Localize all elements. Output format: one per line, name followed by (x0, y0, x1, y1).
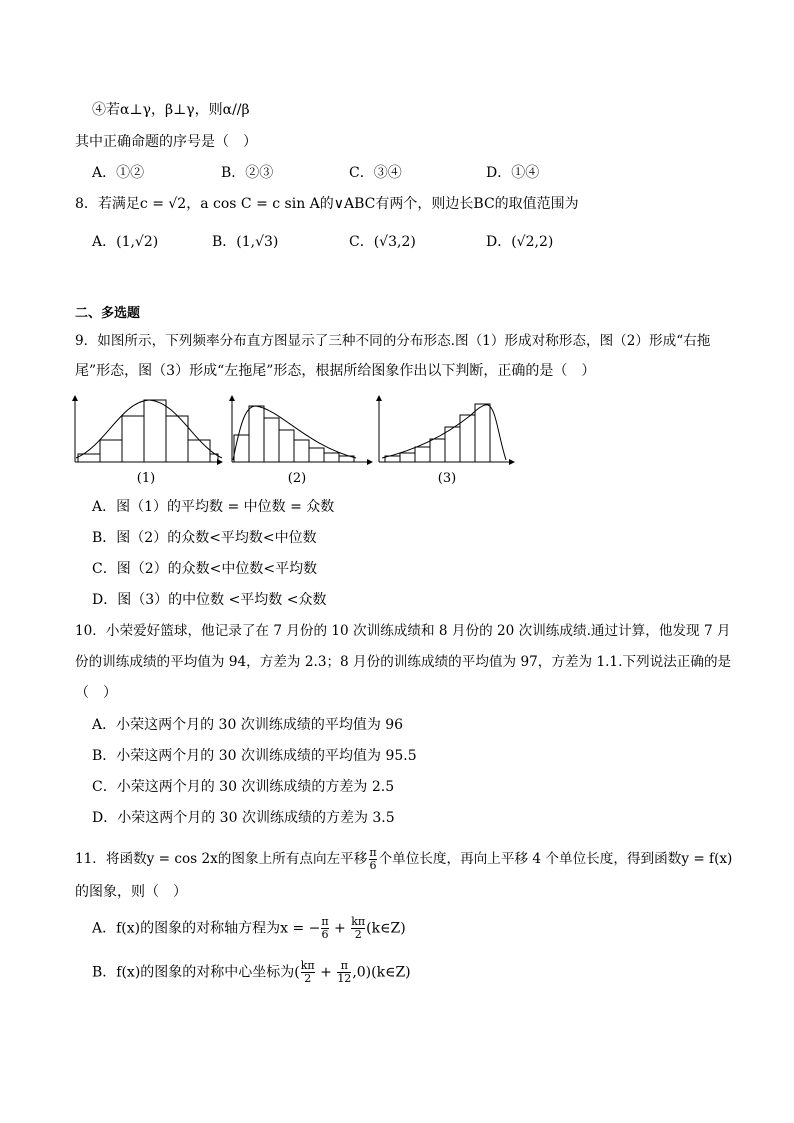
q11-optB-text-a: B．f(x)的图象的对称中心坐标为( (92, 964, 300, 981)
histogram-label-2: (2) (287, 471, 307, 485)
q10-line2: 份的训练成绩的平均值为 94，方差为 2.3；8 月份的训练成绩的平均值为 97，方差为 1.1.下列说法正确的是 (75, 654, 732, 670)
q11-optA-text-a: A．f(x)的图象的对称轴方程为x = − (92, 920, 321, 937)
q8-option-a: A．(1,√2) (92, 234, 159, 250)
histogram-1 (75, 396, 222, 462)
q11-optA-plus: + (329, 920, 351, 937)
q11-optA-frac2 (351, 916, 365, 941)
q11-line1-text-a: 11．将函数y = cos 2x的图象上所有点向左平移 (75, 851, 368, 867)
q11-line1 (75, 847, 732, 872)
q9-line1: 9．如图所示，下列频率分布直方图显示了三种不同的分布形态.图（1）形成对称形态，图（2）形成“右拖 (75, 333, 711, 349)
q11-optA-frac1-den: 6 (321, 928, 329, 941)
histogram-figures (66, 390, 526, 485)
q10-option-a: A．小荣这两个月的 30 次训练成绩的平均值为 96 (92, 717, 404, 733)
q10-option-d: D．小荣这两个月的 30 次训练成绩的方差为 3.5 (92, 810, 395, 826)
histogram-label-1: (1) (136, 471, 156, 485)
q7-option-a: A．①② (92, 165, 145, 181)
q11-optB-frac2 (337, 960, 351, 985)
q11-optB-frac1-num: kπ (300, 959, 315, 972)
q11-optA-frac1-num: π (321, 915, 329, 928)
q11-optB-frac1 (301, 960, 315, 985)
q11-line1-text-b: 个单位长度，再向上平移 4 个单位长度，得到函数y = f(x) (378, 851, 733, 867)
q11-option-b (92, 960, 411, 985)
q9-line2: 尾”形态，图（3）形成“左拖尾”形态，根据所给图象作出以下判断，正确的是（ ） (75, 363, 596, 379)
histogram-3 (379, 396, 514, 462)
q10-option-c: C．小荣这两个月的 30 次训练成绩的方差为 2.5 (92, 779, 395, 795)
q9-option-c: C．图（2）的众数<中位数<平均数 (92, 561, 318, 577)
q11-optA-frac1 (321, 916, 328, 941)
q7-option-c: C．③④ (349, 165, 402, 181)
q11-option-a (92, 916, 406, 941)
q11-frac-num: π (369, 846, 377, 859)
q7-stem: 其中正确命题的序号是（ ） (75, 134, 257, 150)
q11-optB-plus: + (315, 964, 337, 981)
q11-fraction (369, 847, 376, 872)
q11-optB-frac2-num: π (337, 960, 351, 973)
q9-option-a: A．图（1）的平均数 = 中位数 = 众数 (92, 499, 335, 515)
q9-option-d: D．图（3）的中位数 <平均数 <众数 (92, 592, 327, 608)
q11-optA-frac2-num: kπ (351, 915, 366, 928)
q11-optA-text-b: (k∈Z) (366, 920, 406, 937)
q11-optB-frac2-den: 12 (337, 972, 352, 985)
q10-option-b: B．小荣这两个月的 30 次训练成绩的平均值为 95.5 (92, 748, 417, 764)
q11-optA-frac2-den: 2 (354, 928, 362, 941)
histogram-label-3: (3) (437, 471, 457, 485)
q7-item4: ④若α⊥γ，β⊥γ，则α//β (92, 102, 250, 118)
q7-option-b: B．②③ (221, 165, 274, 181)
q9-option-b: B．图（2）的众数<平均数<中位数 (92, 530, 317, 546)
q10-line1: 10．小荣爱好篮球，他记录了在 7 月份的 10 次训练成绩和 8 月份的 20 次训练成绩.通过计算，他发现 7 月 (75, 623, 731, 639)
q11-frac-den: 6 (369, 859, 377, 872)
q7-option-d: D．①④ (486, 165, 540, 181)
q10-line3: （ ） (75, 685, 117, 701)
q8-stem: 8．若满足c = √2，a cos C = c sin A的∨ABC有两个，则边长BC的取值范围为 (75, 196, 579, 212)
section-title: 二、多选题 (75, 306, 141, 321)
histogram-2 (232, 396, 372, 462)
q8-option-d: D．(√2,2) (486, 234, 554, 250)
q8-option-b: B．(1,√3) (212, 234, 279, 250)
q11-optB-frac1-den: 2 (304, 972, 312, 985)
q11-line2: 的图象，则（ ） (75, 884, 187, 900)
q8-option-c: C．(√3,2) (349, 234, 416, 250)
q11-optB-text-b: ,0)(k∈Z) (352, 964, 411, 981)
